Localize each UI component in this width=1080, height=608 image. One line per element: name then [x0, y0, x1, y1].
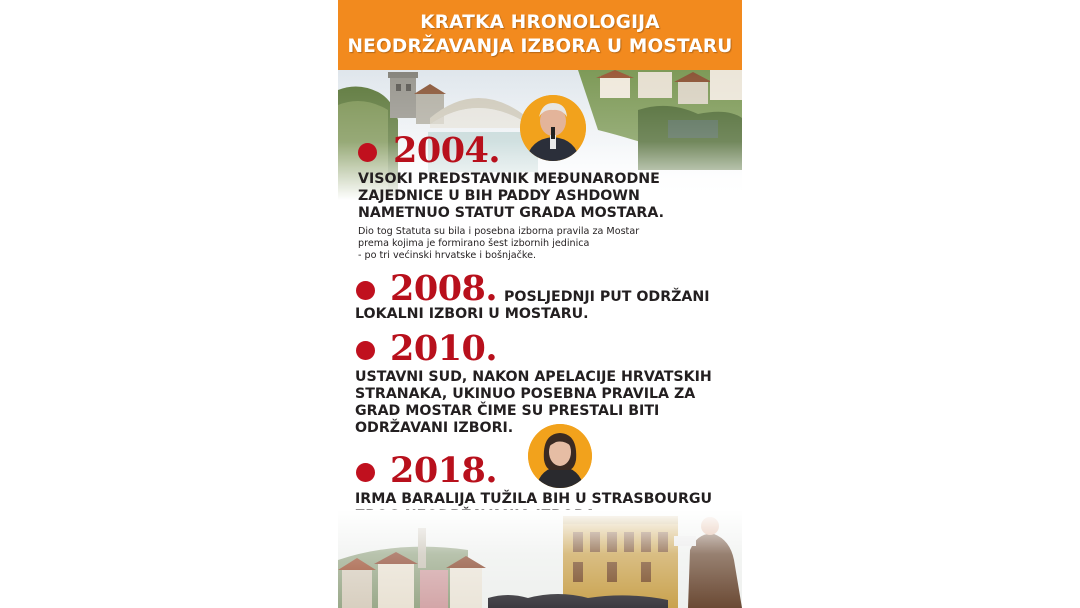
infographic-header: [338, 0, 742, 70]
event-2010-line-2: STRANAKA, UKINUO POSEBNA PRAVILA ZA: [355, 386, 696, 402]
timeline-bullet: [356, 341, 375, 360]
event-2010-line-4: ODRŽAVANI IZBORI.: [355, 420, 514, 436]
timeline-bullet: [358, 143, 377, 162]
paddy-ashdown-portrait: [520, 95, 586, 161]
timeline-bullet: [356, 463, 375, 482]
event-2004-line-1: VISOKI PREDSTAVNIK MEĐUNARODNE: [358, 171, 660, 187]
header-title-line-2: NEODRŽAVANJA IZBORA U MOSTARU: [347, 36, 733, 57]
year-2008: 2008.: [390, 268, 498, 309]
header-title-line-1: KRATKA HRONOLOGIJA: [420, 12, 660, 33]
event-2004-detail-2: prema kojima je formirano šest izbornih jedinica: [358, 238, 590, 249]
event-2008-inline: POSLJEDNJI PUT ODRŽANI: [504, 289, 710, 305]
mostar-town-scene: [338, 510, 742, 608]
year-2010: 2010.: [390, 328, 498, 369]
timeline-bullet: [356, 281, 375, 300]
event-2004-line-3: NAMETNUO STATUT GRADA MOSTARA.: [358, 205, 664, 221]
event-2004-detail-1: Dio tog Statuta su bila i posebna izborna pravila za Mostar: [358, 226, 640, 237]
event-2018-line-1: IRMA BARALIJA TUŽILA BIH U STRASBOURGU: [355, 491, 713, 507]
event-2010-line-3: GRAD MOSTAR ČIME SU PRESTALI BITI: [355, 403, 660, 419]
event-2010-line-1: USTAVNI SUD, NAKON APELACIJE HRVATSKIH: [355, 369, 712, 385]
event-2008-line-1: LOKALNI IZBORI U MOSTARU.: [355, 306, 589, 322]
event-2004-detail-3: - po tri većinski hrvatske i bošnjačke.: [358, 250, 537, 261]
irma-baralija-portrait: [528, 424, 592, 488]
event-2004-line-2: ZAJEDNICE U BIH PADDY ASHDOWN: [358, 188, 640, 204]
infographic-poster: [338, 0, 742, 608]
year-2018: 2018.: [390, 450, 498, 491]
year-2004: 2004.: [393, 130, 501, 171]
